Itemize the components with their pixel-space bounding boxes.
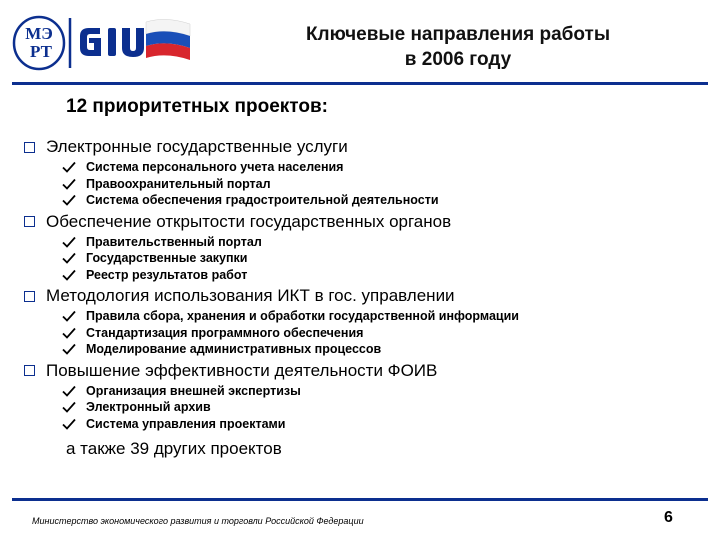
header-divider <box>12 82 708 85</box>
item-text: Моделирование административных процессов <box>86 342 382 357</box>
item-text: Электронный архив <box>86 400 211 415</box>
page-title <box>258 22 658 72</box>
ministry-emblem-icon <box>10 12 195 74</box>
item-text: Государственные закупки <box>86 251 248 266</box>
section-title: Методология использования ИКТ в гос. управлении <box>46 286 455 305</box>
checkmark-icon <box>62 327 76 339</box>
section <box>22 360 712 433</box>
additional-projects-note: а также 39 других проектов <box>66 439 282 458</box>
title-line-2: в 2006 году <box>404 49 512 70</box>
item-list <box>22 234 712 284</box>
list-item <box>62 176 712 193</box>
checkmark-icon <box>62 194 76 206</box>
sections-list <box>22 136 712 432</box>
item-text: Стандартизация программного обеспечения <box>86 325 364 340</box>
checkmark-icon <box>62 310 76 322</box>
square-bullet-icon <box>24 291 35 302</box>
list-item <box>62 308 712 325</box>
checkmark-icon <box>62 401 76 413</box>
section-heading <box>22 136 712 158</box>
footer-divider <box>12 498 708 501</box>
list-item <box>62 159 712 176</box>
list-item <box>62 234 712 251</box>
list-item <box>62 399 712 416</box>
section <box>22 136 712 209</box>
list-item <box>62 341 712 358</box>
item-text: Система персонального учета населения <box>86 160 344 175</box>
section-heading <box>22 211 712 233</box>
item-list <box>22 383 712 433</box>
square-bullet-icon <box>24 142 35 153</box>
checkmark-icon <box>62 269 76 281</box>
item-text: Система обеспечения градостроительной деятельности <box>86 193 439 208</box>
svg-text:РТ: РТ <box>30 42 52 61</box>
svg-text:МЭ: МЭ <box>25 24 53 43</box>
item-text: Реестр результатов работ <box>86 267 248 282</box>
list-item <box>62 267 712 284</box>
item-text: Правительственный портал <box>86 234 262 249</box>
title-line-1: Ключевые направления работы <box>305 24 611 45</box>
checkmark-icon <box>62 418 76 430</box>
item-text: Система управления проектами <box>86 416 286 431</box>
list-item <box>62 250 712 267</box>
section-title: Электронные государственные услуги <box>46 137 348 156</box>
item-list <box>22 308 712 358</box>
square-bullet-icon <box>24 365 35 376</box>
list-item <box>62 416 712 433</box>
item-text: Организация внешней экспертизы <box>86 383 301 398</box>
footer-text: Министерство экономического развития и торговли Российской Федерации <box>32 516 364 526</box>
list-item <box>62 325 712 342</box>
checkmark-icon <box>62 178 76 190</box>
section-title: Обеспечение открытости государственных органов <box>46 211 452 231</box>
section-title: Повышение эффективности деятельности ФОИВ <box>46 360 438 380</box>
section-heading <box>22 360 712 382</box>
item-list <box>22 159 712 209</box>
checkmark-icon <box>62 236 76 248</box>
item-text: Правила сбора, хранения и обработки государственной информации <box>86 309 519 324</box>
section <box>22 285 712 358</box>
section <box>22 211 712 284</box>
list-item <box>62 192 712 209</box>
page-number: 6 <box>664 509 673 526</box>
checkmark-icon <box>62 252 76 264</box>
item-text: Правоохранительный портал <box>86 176 271 191</box>
checkmark-icon <box>62 385 76 397</box>
subtitle: 12 приоритетных проектов: <box>66 96 328 117</box>
checkmark-icon <box>62 161 76 173</box>
list-item <box>62 383 712 400</box>
section-heading <box>22 285 712 307</box>
square-bullet-icon <box>24 216 35 227</box>
checkmark-icon <box>62 343 76 355</box>
ministry-logo <box>10 12 195 74</box>
